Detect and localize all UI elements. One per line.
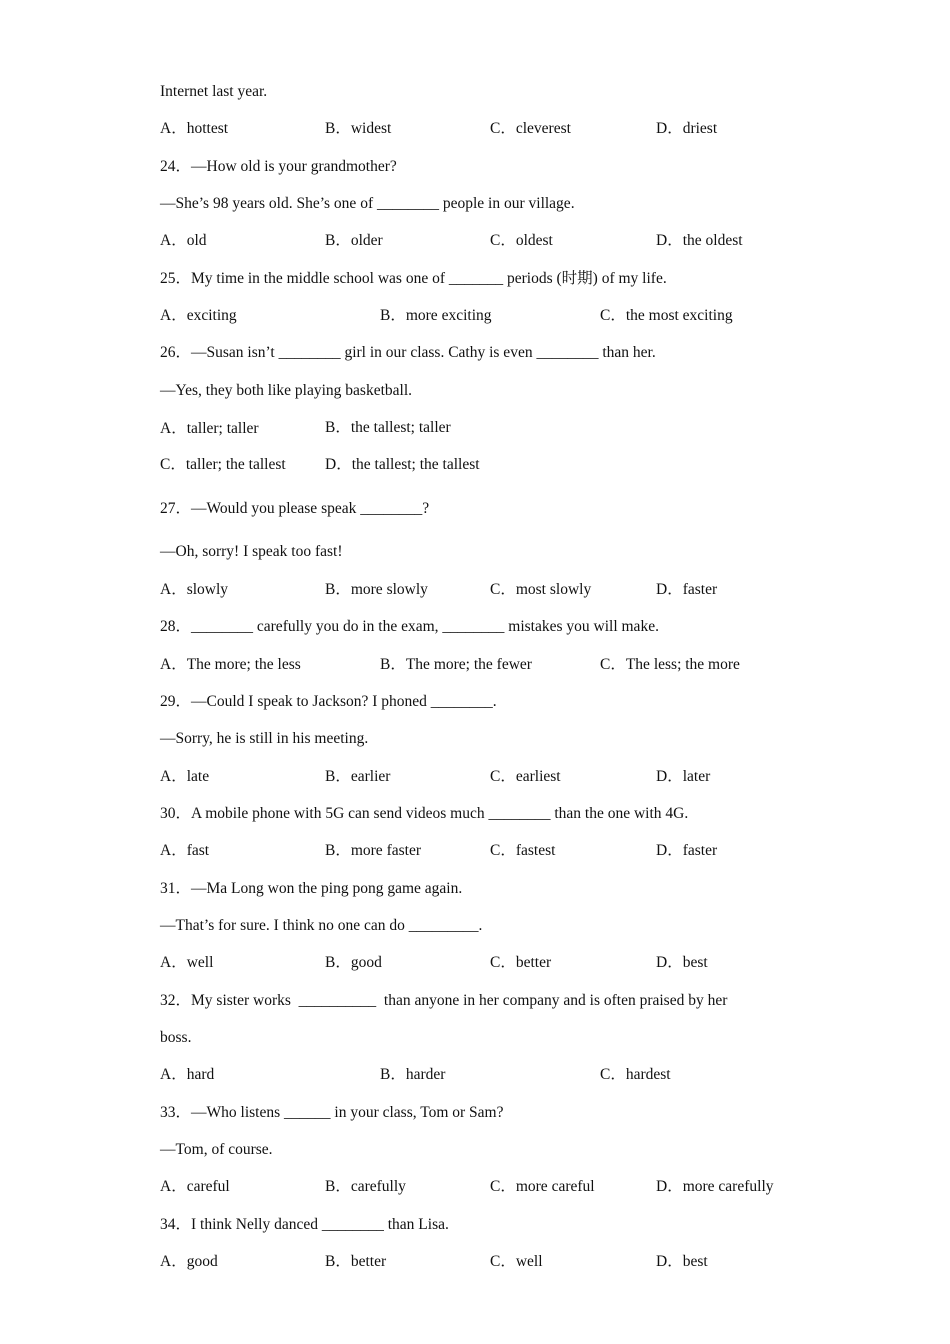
question-text: —Would you please speak ________?	[191, 500, 430, 517]
question-number: 25．	[160, 270, 192, 287]
question-number: 24．	[160, 158, 192, 175]
q29-option-c	[490, 767, 561, 787]
option-letter: C．	[490, 954, 516, 971]
option-text: best	[682, 954, 708, 971]
q32-option-b	[380, 1065, 445, 1085]
question-number: 28．	[160, 618, 192, 635]
option-text: earlier	[350, 768, 391, 785]
option-letter: D．	[656, 1178, 683, 1195]
q24-option-a	[160, 231, 207, 251]
question-number: 33．	[160, 1104, 192, 1121]
q30-option-b	[325, 841, 421, 861]
option-text: carefully	[350, 1178, 406, 1195]
option-letter: C．	[490, 232, 516, 249]
option-text: the most exciting	[625, 307, 733, 324]
q26-option-c	[160, 455, 286, 475]
option-letter: C．	[490, 1253, 516, 1270]
q24-stem	[160, 157, 397, 177]
q34-option-c	[490, 1252, 543, 1272]
q29-option-d	[656, 767, 710, 787]
question-text: —Susan isn’t ________ girl in our class. Cathy is even ________ than her.	[191, 344, 656, 361]
option-text: more careful	[515, 1178, 595, 1195]
q26-option-a	[160, 419, 259, 439]
option-letter: A．	[160, 768, 187, 785]
q34-option-a	[160, 1252, 218, 1272]
question-text: —Could I speak to Jackson? I phoned ________.	[191, 693, 497, 710]
question-number: 29．	[160, 693, 192, 710]
option-text: harder	[405, 1066, 446, 1083]
q33-option-c	[490, 1177, 595, 1197]
q27-stem	[160, 499, 429, 519]
option-text: old	[186, 232, 207, 249]
option-text: fastest	[515, 842, 556, 859]
question-text: ________ carefully you do in the exam, ________ mistakes you will make.	[191, 618, 659, 635]
q23-option-c	[490, 119, 571, 139]
option-text: The less; the more	[625, 656, 740, 673]
option-letter: A．	[160, 420, 187, 437]
option-letter: A．	[160, 307, 187, 324]
q30-option-d	[656, 841, 717, 861]
q23-option-d	[656, 119, 717, 139]
option-letter: C．	[490, 581, 516, 598]
q32-option-a	[160, 1065, 214, 1085]
q30-option-c	[490, 841, 555, 861]
option-text: the tallest; the tallest	[351, 456, 480, 473]
option-text: later	[682, 768, 711, 785]
option-letter: B．	[325, 232, 351, 249]
option-letter: D．	[656, 1253, 683, 1270]
q28-stem	[160, 617, 659, 637]
q26-response: —Yes, they both like playing basketball.	[160, 382, 412, 399]
option-text: more slowly	[350, 581, 428, 598]
option-letter: D．	[656, 120, 683, 137]
option-text: good	[186, 1253, 218, 1270]
option-text: better	[515, 954, 552, 971]
q27-response: —Oh, sorry! I speak too fast!	[160, 543, 343, 560]
option-letter: B．	[380, 1066, 406, 1083]
option-letter: A．	[160, 232, 187, 249]
q30-stem	[160, 804, 688, 824]
q25-option-b	[380, 306, 492, 326]
q25-option-c	[600, 306, 733, 326]
q24-option-b	[325, 231, 383, 251]
q28-option-b	[380, 655, 532, 675]
q31-option-c	[490, 953, 551, 973]
question-number: 34．	[160, 1216, 192, 1233]
option-text: cleverest	[515, 120, 571, 137]
q31-option-b	[325, 953, 382, 973]
q31-stem	[160, 879, 462, 899]
option-text: exciting	[186, 307, 237, 324]
option-letter: C．	[160, 456, 186, 473]
option-letter: C．	[490, 120, 516, 137]
q27-option-b	[325, 580, 428, 600]
q29-option-b	[325, 767, 390, 787]
question-text: I think Nelly danced ________ than Lisa.	[191, 1216, 449, 1233]
q32-stem	[160, 991, 727, 1011]
option-letter: B．	[325, 419, 351, 436]
q25-stem	[160, 269, 667, 289]
option-text: widest	[350, 120, 392, 137]
option-letter: C．	[490, 1178, 516, 1195]
option-letter: C．	[600, 656, 626, 673]
q34-option-b	[325, 1252, 386, 1272]
option-letter: B．	[325, 954, 351, 971]
option-text: The more; the fewer	[405, 656, 532, 673]
q27-option-d	[656, 580, 717, 600]
option-text: the tallest; taller	[350, 419, 451, 436]
option-letter: B．	[325, 768, 351, 785]
option-text: fast	[186, 842, 210, 859]
question-text: —Ma Long won the ping pong game again.	[191, 880, 463, 897]
option-text: slowly	[186, 581, 229, 598]
option-text: driest	[682, 120, 718, 137]
q24-option-d	[656, 231, 743, 251]
q33-stem	[160, 1103, 504, 1123]
option-text: taller; taller	[186, 420, 259, 437]
q26-option-d	[325, 455, 480, 475]
q27-option-a	[160, 580, 228, 600]
question-number: 27．	[160, 500, 192, 517]
option-text: well	[186, 954, 214, 971]
option-text: best	[682, 1253, 708, 1270]
q30-option-a	[160, 841, 209, 861]
q29-stem	[160, 692, 497, 712]
q32-option-c	[600, 1065, 671, 1085]
q34-stem	[160, 1215, 449, 1235]
option-letter: D．	[325, 456, 352, 473]
option-letter: C．	[490, 768, 516, 785]
q28-option-a	[160, 655, 301, 675]
option-text: more carefully	[682, 1178, 774, 1195]
q33-response: —Tom, of course.	[160, 1141, 273, 1158]
q23-option-a	[160, 119, 228, 139]
option-letter: A．	[160, 656, 187, 673]
option-letter: A．	[160, 954, 187, 971]
option-text: older	[350, 232, 383, 249]
q29-option-a	[160, 767, 209, 787]
option-text: The more; the less	[186, 656, 301, 673]
question-number: 30．	[160, 805, 192, 822]
option-letter: B．	[325, 1253, 351, 1270]
option-text: better	[350, 1253, 387, 1270]
option-letter: D．	[656, 581, 683, 598]
option-letter: A．	[160, 1178, 187, 1195]
question-text: My time in the middle school was one of _______ periods (时期) of my life.	[191, 270, 667, 287]
option-text: late	[186, 768, 210, 785]
option-letter: D．	[656, 768, 683, 785]
question-number: 26．	[160, 344, 192, 361]
option-text: hottest	[186, 120, 229, 137]
option-letter: D．	[656, 954, 683, 971]
question-23-stem-tail: Internet last year.	[160, 83, 268, 100]
option-text: hard	[186, 1066, 215, 1083]
q33-option-d	[656, 1177, 774, 1197]
q32-stem-cont: boss.	[160, 1029, 192, 1046]
q24-option-c	[490, 231, 553, 251]
q31-option-d	[656, 953, 708, 973]
option-letter: C．	[490, 842, 516, 859]
option-letter: B．	[325, 120, 351, 137]
option-letter: B．	[380, 307, 406, 324]
q34-option-d	[656, 1252, 708, 1272]
question-number: 32．	[160, 992, 192, 1009]
q24-response: —She’s 98 years old. She’s one of ________ people in our village.	[160, 195, 575, 212]
option-letter: A．	[160, 1066, 187, 1083]
option-letter: B．	[325, 581, 351, 598]
option-text: the oldest	[682, 232, 743, 249]
question-text: —How old is your grandmother?	[191, 158, 397, 175]
q26-option-b	[325, 418, 451, 438]
option-letter: C．	[600, 1066, 626, 1083]
q26-stem	[160, 343, 656, 363]
q28-option-c	[600, 655, 740, 675]
option-text: careful	[186, 1178, 230, 1195]
option-text: faster	[682, 581, 718, 598]
question-text: A mobile phone with 5G can send videos much ________ than the one with 4G.	[191, 805, 689, 822]
option-text: faster	[682, 842, 718, 859]
q25-option-a	[160, 306, 237, 326]
option-letter: B．	[380, 656, 406, 673]
option-text: earliest	[515, 768, 561, 785]
q23-option-b	[325, 119, 391, 139]
option-text: well	[515, 1253, 543, 1270]
option-letter: D．	[656, 232, 683, 249]
q31-option-a	[160, 953, 213, 973]
option-letter: B．	[325, 1178, 351, 1195]
q33-option-a	[160, 1177, 230, 1197]
option-letter: A．	[160, 1253, 187, 1270]
q31-response: —That’s for sure. I think no one can do _________.	[160, 917, 483, 934]
option-letter: A．	[160, 120, 187, 137]
option-letter: B．	[325, 842, 351, 859]
option-text: more exciting	[405, 307, 492, 324]
option-text: taller; the tallest	[185, 456, 286, 473]
option-letter: C．	[600, 307, 626, 324]
option-text: good	[350, 954, 382, 971]
q29-response: —Sorry, he is still in his meeting.	[160, 730, 369, 747]
q27-option-c	[490, 580, 591, 600]
option-letter: A．	[160, 581, 187, 598]
option-text: oldest	[515, 232, 553, 249]
option-text: more faster	[350, 842, 421, 859]
q33-option-b	[325, 1177, 406, 1197]
question-text: —Who listens ______ in your class, Tom or Sam?	[191, 1104, 504, 1121]
option-letter: D．	[656, 842, 683, 859]
question-number: 31．	[160, 880, 192, 897]
option-text: hardest	[625, 1066, 671, 1083]
option-letter: A．	[160, 842, 187, 859]
question-text: My sister works __________ than anyone in her company and is often praised by her	[191, 992, 728, 1009]
option-text: most slowly	[515, 581, 592, 598]
